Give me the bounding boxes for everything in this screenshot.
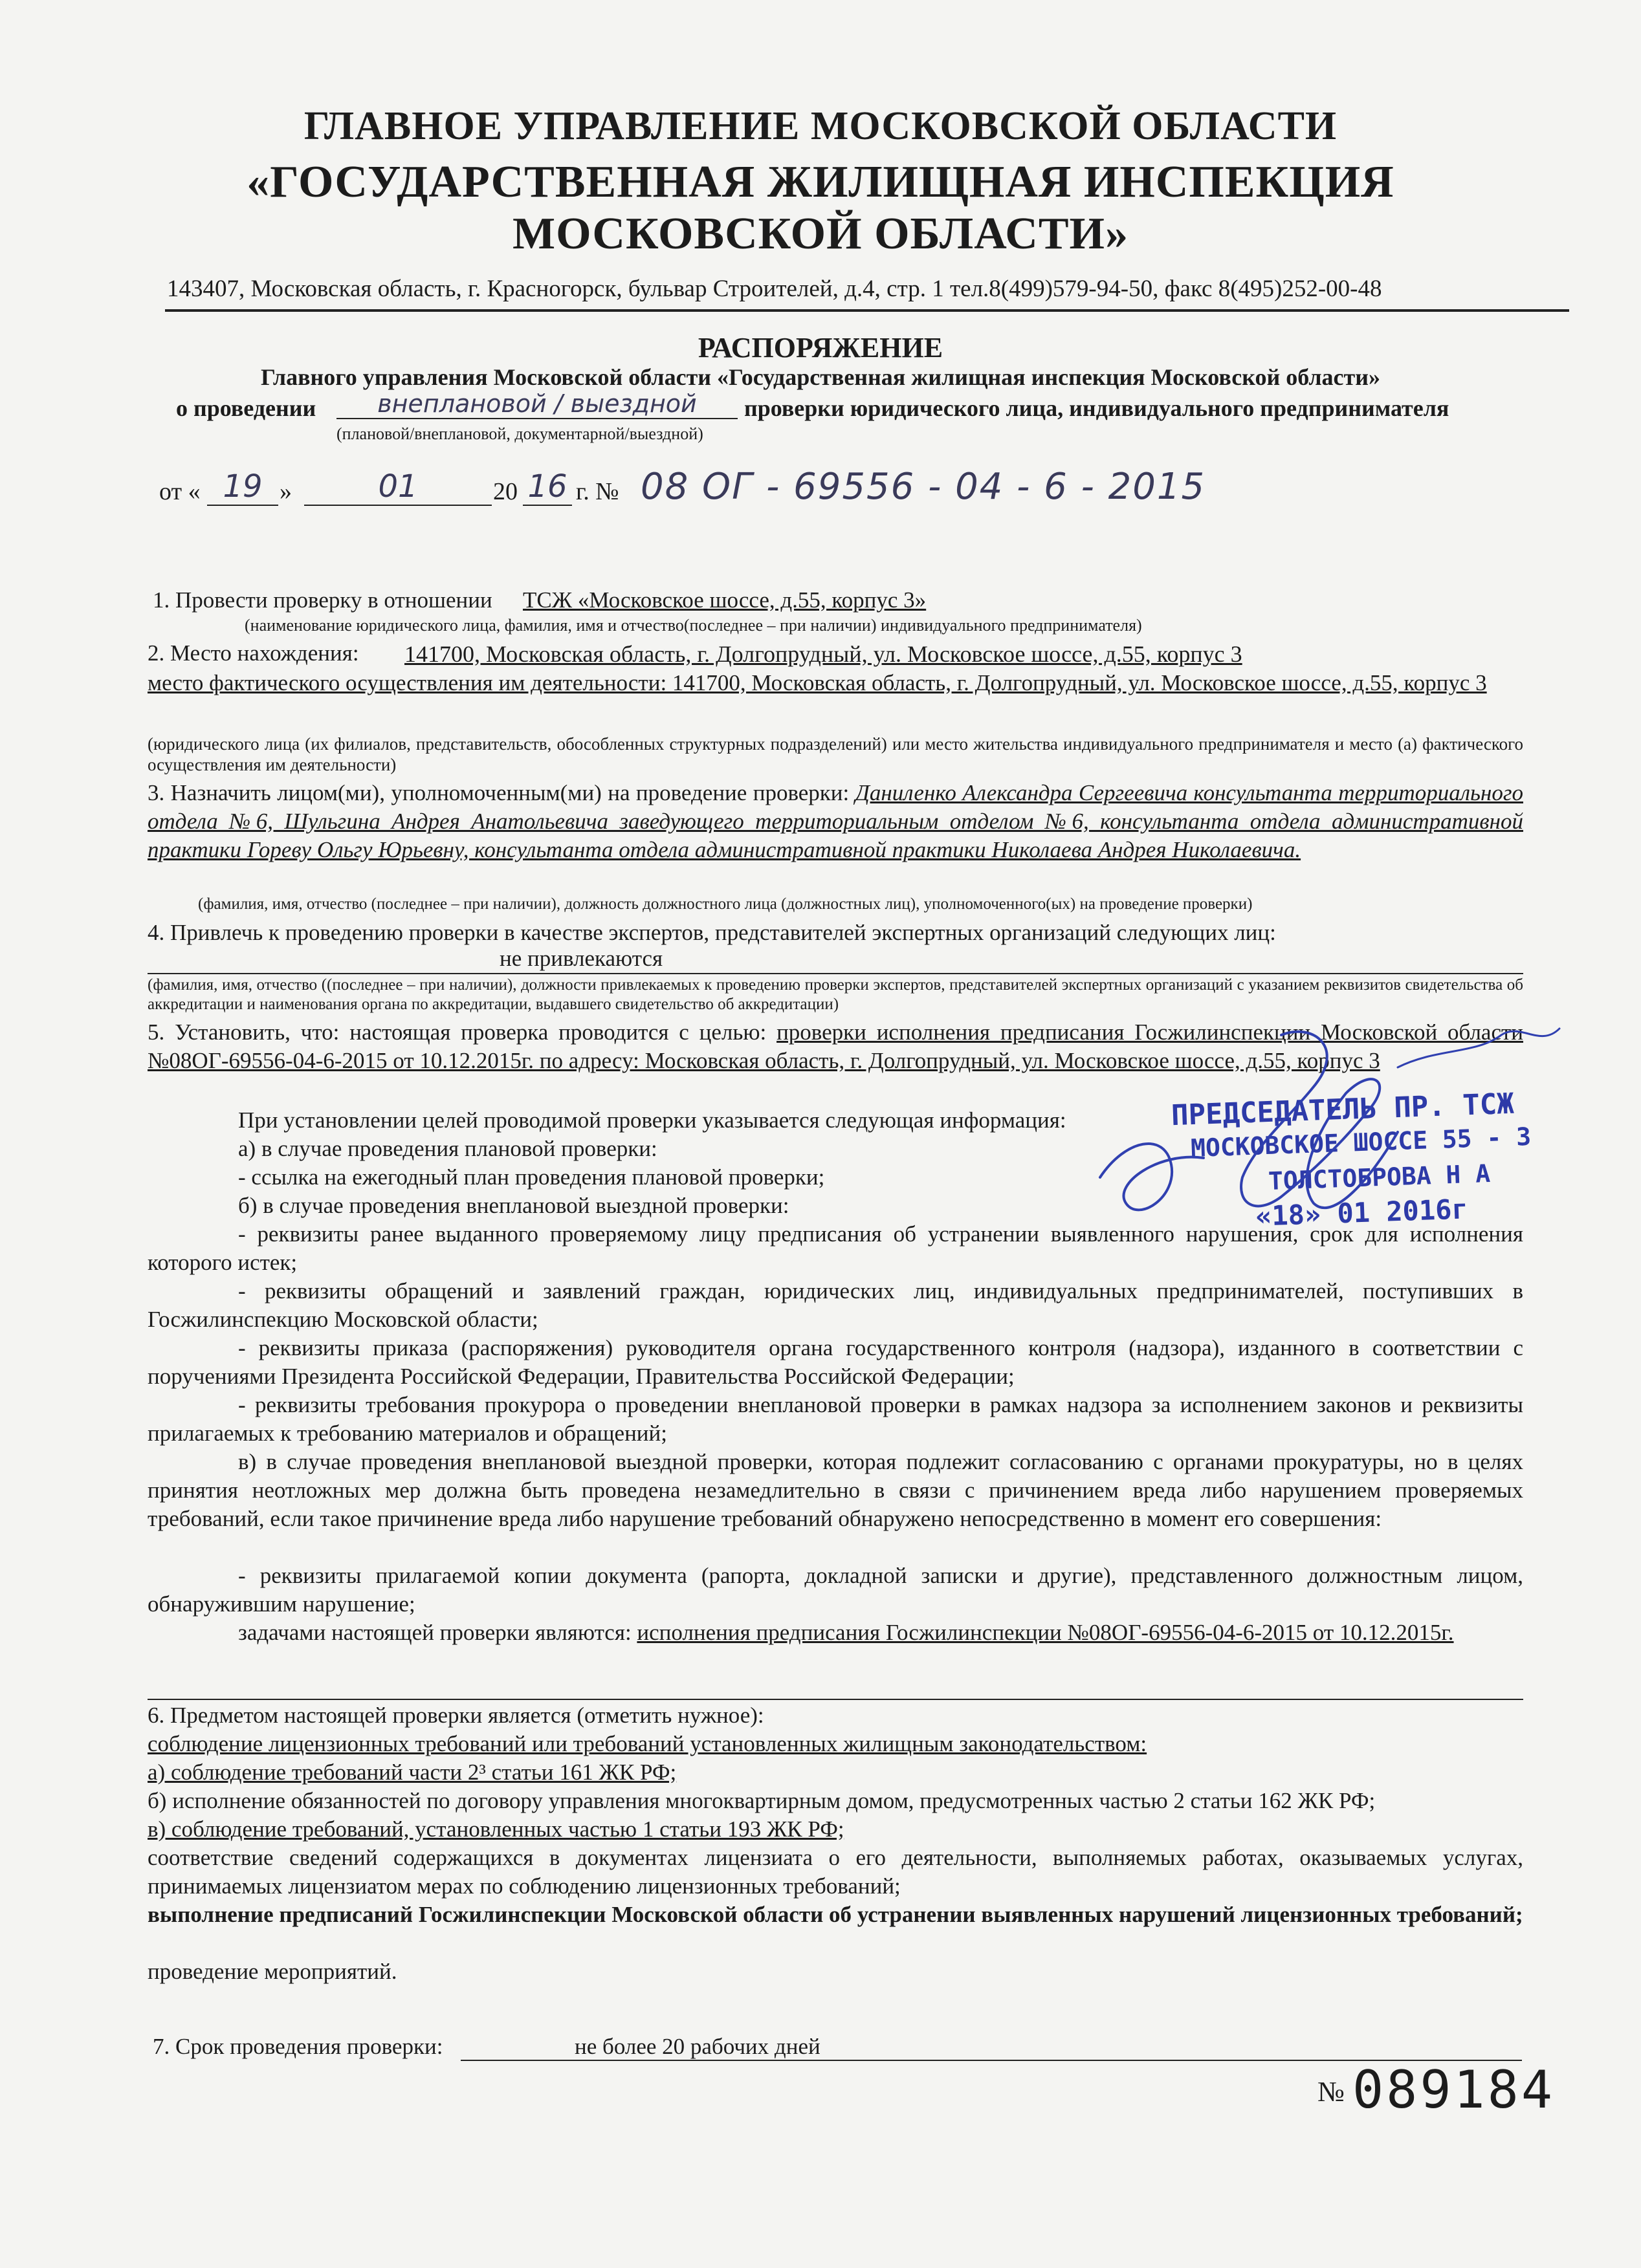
section6-line-4: в) соблюдение требований, установленных частью 1 статьи 193 ЖК РФ; — [148, 1816, 844, 1842]
serial-prefix: № — [1317, 2076, 1345, 2108]
section6-line-3: б) исполнение обязанностей по договору управления многоквартирным домом, предусмотренных частью 2 статьи 162 ЖК РФ; — [148, 1788, 1376, 1813]
section1-hint: (наименование юридического лица, фамилия, имя и отчество(последнее – при наличии) индивидуального предпринимателя) — [245, 616, 1142, 635]
conduct-handwritten: внеплановой / выездной — [336, 389, 738, 419]
section3-text: 3. Назначить лицом(ми), уполномоченным(ми) на проведение проверки: — [148, 780, 850, 805]
section5-divider — [148, 1699, 1523, 1700]
order-title: РАСПОРЯЖЕНИЕ — [698, 332, 943, 364]
section3-block — [148, 779, 1523, 864]
section3-value: Даниленко Александра Сергеевича консультанта территориального отдела №6, Шульгина Андрея Анатольевича заведующего территориальным отделом №6, консультанта отдела административной практики Гореву Ольгу Юрьевну, консультанта отдела административной практики Николаева Андрея Николаевича. — [148, 780, 1523, 862]
section7-text: 7. Срок проведения проверки: — [153, 2034, 443, 2059]
date-mid: » — [280, 478, 292, 505]
serial-number: 089184 — [1352, 2060, 1555, 2120]
section2-value-2: место фактического осуществления им деятельности: 141700, Московская область, г. Долгопрудный, ул. Московское шоссе, д.55, корпус 3 — [148, 670, 1487, 695]
section6-text: 6. Предметом настоящей проверки является (отметить нужное): — [148, 1703, 764, 1728]
section2-hint: (юридического лица (их филиалов, представительств, обособленных структурных подразделений) или место жительства индивидуального предпринимателя и место (а) фактического осуществления им деятельности) — [148, 734, 1523, 774]
header-divider — [165, 309, 1569, 312]
section5-p8: - реквизиты требования прокурора о проведении внеплановой проверки в рамках надзора за исполнением законов и реквизиты прилагаемых к требованию материалов и обращений; — [148, 1392, 1523, 1446]
stamp-line-3: ТОЛСТОБРОВА Н А — [1268, 1159, 1491, 1195]
order-subtitle: Главного управления Московской области «Государственная жилищная инспекция Московской области» — [261, 364, 1380, 390]
order-number: 08 ОГ - 69556 - 04 - 6 - 2015 — [641, 466, 1206, 508]
section6-line-5: соответствие сведений содержащихся в документах лицензиата о его деятельности, выполняемых работах, оказываемых услугах, принимаемых лицензиатом мерах по соблюдению лицензионных требований; — [148, 1845, 1523, 1899]
section5-p9: в) в случае проведения внеплановой выездной проверки, которая подлежит согласованию с органами прокуратуры, но в целях принятия неотложных мер должна быть проведена незамедлительно в связи с причинением вреда либо нарушением проверяемых требований, если такое причинение вреда либо нарушение требований обнаружено непосредственно в момент его совершения: — [148, 1449, 1523, 1531]
section5-p10: - реквизиты прилагаемой копии документа (рапорта, докладной записки и другие), представленного должностным лицом, обнаружившим нарушение; — [148, 1563, 1523, 1617]
section4-hint: (фамилия, имя, отчество ((последнее – при наличии), должности привлекаемых к проведению проверки экспертов, представителей экспертных организаций с указанием реквизитов свидетельства об аккредитации и наименования органа по аккредитации, выдавшего свидетельство об аккредитации) — [148, 976, 1523, 1013]
number-prefix: г. № — [576, 478, 619, 505]
date-month: 01 — [304, 468, 492, 506]
stamp-line-4: «18» 01 2016г — [1255, 1193, 1469, 1232]
header-address: 143407, Московская область, г. Красногорск, бульвар Строителей, д.4, стр. 1 тел.8(499)579-94-50, факс 8(495)252-00-48 — [167, 276, 1382, 302]
section1-value: ТСЖ «Московское шоссе, д.55, корпус 3» — [523, 587, 927, 613]
section6-line-1: соблюдение лицензионных требований или требований установленных жилищным законодательством: — [148, 1731, 1147, 1756]
section1-text: 1. Провести проверку в отношении — [153, 587, 492, 613]
header-line-1: ГЛАВНОЕ УПРАВЛЕНИЕ МОСКОВСКОЙ ОБЛАСТИ — [303, 104, 1338, 148]
conduct-hint: (плановой/внеплановой, документарной/выездной) — [336, 424, 703, 443]
header-line-3: МОСКОВСКОЙ ОБЛАСТИ» — [512, 209, 1129, 259]
date-day: 19 — [207, 468, 278, 506]
date-year: 16 — [523, 468, 572, 506]
section4-line — [148, 973, 1523, 974]
section5-p2: а) в случае проведения плановой проверки: — [238, 1136, 657, 1161]
stamp-line-2: МОСКОВСКОЕ ШОССЕ 55 - 3 — [1190, 1122, 1532, 1163]
section2-value-1: 141700, Московская область, г. Долгопрудный, ул. Московское шоссе, д.55, корпус 3 — [404, 641, 1242, 667]
section5-p5: - реквизиты ранее выданного проверяемому лицу предписания об устранении выявленного нарушения, срок для исполнения которого истек; — [148, 1221, 1523, 1275]
section5-p3: - ссылка на ежегодный план проведения плановой проверки; — [238, 1164, 825, 1190]
section6-line-2: а) соблюдение требований части 2³ статьи 161 ЖК РФ; — [148, 1760, 677, 1785]
section4-text: 4. Привлечь к проведению проверки в качестве экспертов, представителей экспертных организаций следующих лиц: — [148, 920, 1276, 945]
section5-p4: б) в случае проведения внеплановой выездной проверки: — [238, 1193, 789, 1218]
section5-p1: При установлении целей проводимой проверки указывается следующая информация: — [238, 1107, 1066, 1133]
section5-p7: - реквизиты приказа (распоряжения) руководителя органа государственного контроля (надзора), изданного в соответствии с поручениями Президента Российской Федерации, Правительства Российской Федерации; — [148, 1335, 1523, 1389]
section3-hint: (фамилия, имя, отчество (последнее – при наличии), должность должностного лица (должностных лиц), уполномоченного(ых) на проведение проверки) — [198, 895, 1253, 913]
section5-value: проверки исполнения предписания Госжилинспекции Московской области №08ОГ-69556-04-6-2015 от 10.12.2015г. по адресу: Московская область, г. Долгопрудный, ул. Московское шоссе, д.55, корпус 3 — [148, 1020, 1524, 1073]
stamp-line-1: ПРЕДСЕДАТЕЛЬ ПР. ТСЖ — [1171, 1087, 1515, 1133]
section5-tasks — [148, 1619, 1523, 1647]
section5-tasks-value: исполнения предписания Госжилинспекции №08ОГ-69556-04-6-2015 от 10.12.2015г. — [637, 1620, 1454, 1645]
date-prefix: от « — [159, 478, 201, 505]
conduct-prefix: о проведении — [176, 395, 316, 421]
section4-value: не привлекаются — [500, 946, 663, 971]
conduct-suffix: проверки юридического лица, индивидуального предпринимателя — [744, 395, 1449, 421]
section5-text: 5. Установить, что: настоящая проверка проводится с целью: — [148, 1020, 767, 1045]
section6-line-7: проведение мероприятий. — [148, 1959, 397, 1984]
signature-icon — [1009, 1009, 1592, 1242]
section5-tasks-text: задачами настоящей проверки являются: — [238, 1620, 632, 1645]
date-year-prefix: 20 — [493, 478, 518, 505]
section5-p6: - реквизиты обращений и заявлений граждан, юридических лиц, индивидуальных предпринимателей, поступивших в Госжилинспекцию Московской области; — [148, 1278, 1523, 1332]
section7-value: не более 20 рабочих дней — [461, 2034, 1522, 2061]
header-line-2: «ГОСУДАРСТВЕННАЯ ЖИЛИЩНАЯ ИНСПЕКЦИЯ — [247, 157, 1394, 207]
section2-text: 2. Место нахождения: — [148, 640, 359, 666]
section6-line-6: выполнение предписаний Госжилинспекции Московской области об устранении выявленных нарушений лицензионных требований; — [148, 1902, 1523, 1927]
